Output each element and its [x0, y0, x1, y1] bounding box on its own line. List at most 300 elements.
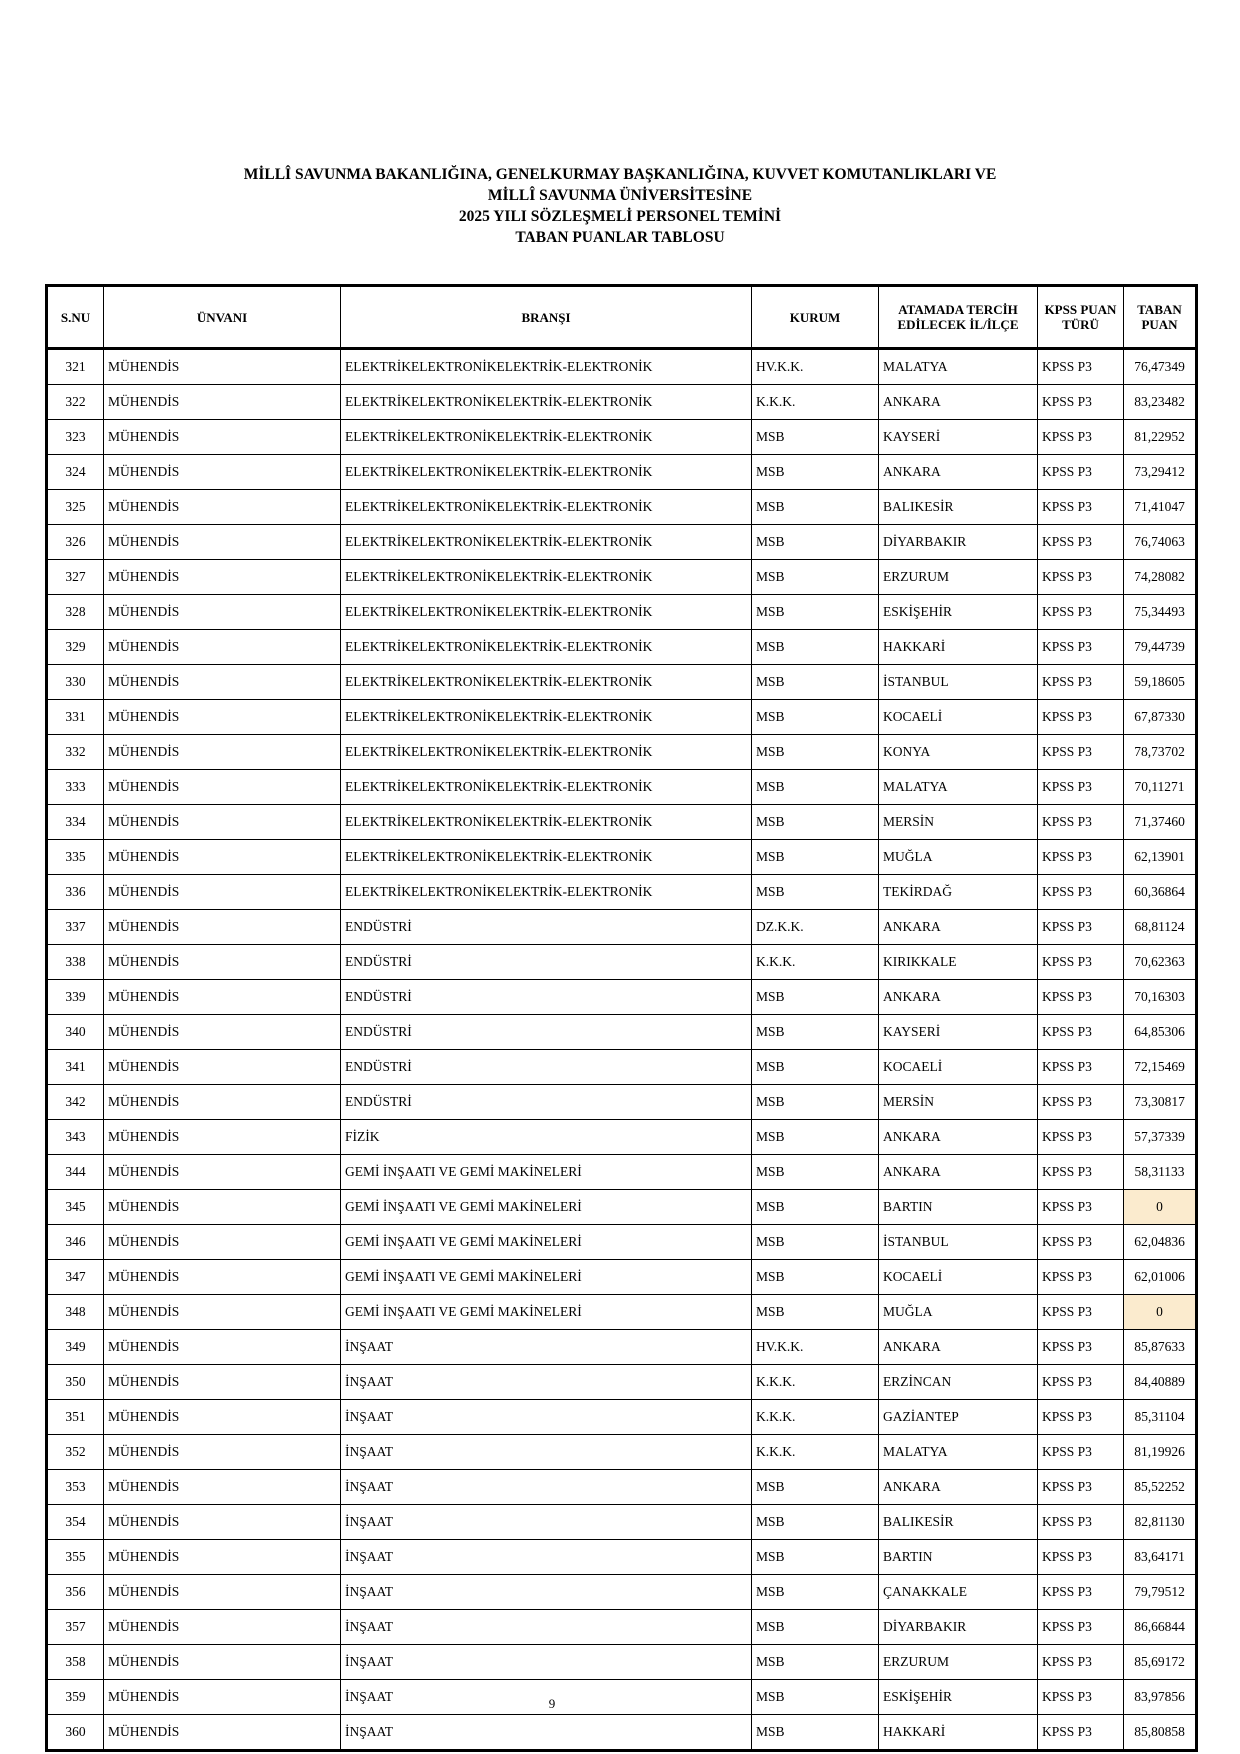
- table-row: [47, 1540, 1197, 1575]
- cell-bransi: İNŞAAT: [341, 1715, 752, 1751]
- cell-bransi: ELEKTRİKELEKTRONİKELEKTRİK-ELEKTRONİK: [341, 665, 752, 700]
- table-row: [47, 1190, 1197, 1225]
- cell-taban-puan: 60,36864: [1124, 875, 1197, 910]
- table-row: [47, 490, 1197, 525]
- cell-kurum: MSB: [752, 560, 879, 595]
- cell-kpss-turu: KPSS P3: [1038, 1225, 1124, 1260]
- cell-taban-puan: 62,04836: [1124, 1225, 1197, 1260]
- cell-taban-puan: 82,81130: [1124, 1505, 1197, 1540]
- cell-taban-puan: 81,22952: [1124, 420, 1197, 455]
- cell-unvani: MÜHENDİS: [104, 1505, 341, 1540]
- cell-il-ilce: KIRIKKALE: [879, 945, 1038, 980]
- cell-snu: 359: [47, 1680, 104, 1715]
- cell-unvani: MÜHENDİS: [104, 770, 341, 805]
- cell-unvani: MÜHENDİS: [104, 805, 341, 840]
- cell-kpss-turu: KPSS P3: [1038, 1155, 1124, 1190]
- cell-il-ilce: MALATYA: [879, 349, 1038, 385]
- cell-unvani: MÜHENDİS: [104, 1575, 341, 1610]
- cell-bransi: ELEKTRİKELEKTRONİKELEKTRİK-ELEKTRONİK: [341, 420, 752, 455]
- cell-snu: 351: [47, 1400, 104, 1435]
- cell-il-ilce: BARTIN: [879, 1190, 1038, 1225]
- cell-il-ilce: KAYSERİ: [879, 420, 1038, 455]
- cell-snu: 336: [47, 875, 104, 910]
- cell-taban-puan: 76,74063: [1124, 525, 1197, 560]
- cell-taban-puan: 0: [1124, 1295, 1197, 1330]
- cell-unvani: MÜHENDİS: [104, 1435, 341, 1470]
- cell-kurum: MSB: [752, 1540, 879, 1575]
- cell-kurum: MSB: [752, 1190, 879, 1225]
- cell-snu: 324: [47, 455, 104, 490]
- title-line-1: MİLLÎ SAVUNMA BAKANLIĞINA, GENELKURMAY BAŞKANLIĞINA, KUVVET KOMUTANLIKLARI VE: [243, 166, 997, 183]
- cell-bransi: GEMİ İNŞAATI VE GEMİ MAKİNELERİ: [341, 1295, 752, 1330]
- cell-snu: 342: [47, 1085, 104, 1120]
- cell-bransi: İNŞAAT: [341, 1540, 752, 1575]
- cell-taban-puan: 67,87330: [1124, 700, 1197, 735]
- cell-il-ilce: BALIKESİR: [879, 490, 1038, 525]
- cell-snu: 331: [47, 700, 104, 735]
- table-row: [47, 980, 1197, 1015]
- cell-kpss-turu: KPSS P3: [1038, 1365, 1124, 1400]
- cell-snu: 341: [47, 1050, 104, 1085]
- table-row: [47, 1225, 1197, 1260]
- cell-kpss-turu: KPSS P3: [1038, 490, 1124, 525]
- cell-unvani: MÜHENDİS: [104, 595, 341, 630]
- col-header-taban-puan: TABAN PUAN: [1124, 286, 1197, 349]
- cell-snu: 346: [47, 1225, 104, 1260]
- cell-il-ilce: ANKARA: [879, 980, 1038, 1015]
- cell-kpss-turu: KPSS P3: [1038, 1575, 1124, 1610]
- cell-kurum: HV.K.K.: [752, 1330, 879, 1365]
- cell-snu: 323: [47, 420, 104, 455]
- cell-unvani: MÜHENDİS: [104, 490, 341, 525]
- table-row: [47, 770, 1197, 805]
- cell-taban-puan: 57,37339: [1124, 1120, 1197, 1155]
- cell-kpss-turu: KPSS P3: [1038, 1120, 1124, 1155]
- col-header-il-ilce: ATAMADA TERCİH EDİLECEK İL/İLÇE: [879, 286, 1038, 349]
- cell-bransi: ELEKTRİKELEKTRONİKELEKTRİK-ELEKTRONİK: [341, 700, 752, 735]
- cell-bransi: İNŞAAT: [341, 1610, 752, 1645]
- cell-kpss-turu: KPSS P3: [1038, 770, 1124, 805]
- cell-snu: 348: [47, 1295, 104, 1330]
- cell-kurum: MSB: [752, 875, 879, 910]
- cell-unvani: MÜHENDİS: [104, 420, 341, 455]
- cell-unvani: MÜHENDİS: [104, 1260, 341, 1295]
- cell-snu: 343: [47, 1120, 104, 1155]
- cell-unvani: MÜHENDİS: [104, 1155, 341, 1190]
- cell-unvani: MÜHENDİS: [104, 1610, 341, 1645]
- cell-unvani: MÜHENDİS: [104, 980, 341, 1015]
- cell-kurum: MSB: [752, 1225, 879, 1260]
- cell-bransi: ELEKTRİKELEKTRONİKELEKTRİK-ELEKTRONİK: [341, 840, 752, 875]
- cell-taban-puan: 76,47349: [1124, 349, 1197, 385]
- cell-kurum: MSB: [752, 1015, 879, 1050]
- cell-snu: 358: [47, 1645, 104, 1680]
- cell-taban-puan: 83,97856: [1124, 1680, 1197, 1715]
- cell-il-ilce: MUĞLA: [879, 1295, 1038, 1330]
- table-row: [47, 910, 1197, 945]
- table-row: [47, 455, 1197, 490]
- cell-kpss-turu: KPSS P3: [1038, 525, 1124, 560]
- cell-il-ilce: ÇANAKKALE: [879, 1575, 1038, 1610]
- cell-kpss-turu: KPSS P3: [1038, 1435, 1124, 1470]
- table-row: [47, 1470, 1197, 1505]
- cell-unvani: MÜHENDİS: [104, 1715, 341, 1751]
- cell-snu: 335: [47, 840, 104, 875]
- cell-snu: 337: [47, 910, 104, 945]
- cell-il-ilce: KONYA: [879, 735, 1038, 770]
- cell-taban-puan: 79,44739: [1124, 630, 1197, 665]
- page-number: 9: [548, 1696, 556, 1711]
- cell-snu: 325: [47, 490, 104, 525]
- cell-snu: 326: [47, 525, 104, 560]
- cell-taban-puan: 85,87633: [1124, 1330, 1197, 1365]
- col-header-kurum: KURUM: [752, 286, 879, 349]
- cell-unvani: MÜHENDİS: [104, 840, 341, 875]
- cell-bransi: ELEKTRİKELEKTRONİKELEKTRİK-ELEKTRONİK: [341, 595, 752, 630]
- cell-kpss-turu: KPSS P3: [1038, 1540, 1124, 1575]
- cell-taban-puan: 86,66844: [1124, 1610, 1197, 1645]
- cell-unvani: MÜHENDİS: [104, 1540, 341, 1575]
- cell-snu: 357: [47, 1610, 104, 1645]
- cell-unvani: MÜHENDİS: [104, 1085, 341, 1120]
- cell-kurum: MSB: [752, 525, 879, 560]
- cell-kurum: MSB: [752, 840, 879, 875]
- cell-unvani: MÜHENDİS: [104, 665, 341, 700]
- document-title: [0, 0, 1240, 248]
- cell-kpss-turu: KPSS P3: [1038, 875, 1124, 910]
- cell-bransi: İNŞAAT: [341, 1330, 752, 1365]
- cell-bransi: FİZİK: [341, 1120, 752, 1155]
- table-row: [47, 1435, 1197, 1470]
- cell-bransi: ENDÜSTRİ: [341, 1015, 752, 1050]
- cell-taban-puan: 70,62363: [1124, 945, 1197, 980]
- table-row: [47, 665, 1197, 700]
- cell-unvani: MÜHENDİS: [104, 1330, 341, 1365]
- cell-kurum: K.K.K.: [752, 1365, 879, 1400]
- cell-bransi: İNŞAAT: [341, 1400, 752, 1435]
- cell-snu: 345: [47, 1190, 104, 1225]
- cell-kurum: MSB: [752, 1120, 879, 1155]
- cell-il-ilce: BALIKESİR: [879, 1505, 1038, 1540]
- cell-unvani: MÜHENDİS: [104, 1050, 341, 1085]
- cell-taban-puan: 73,30817: [1124, 1085, 1197, 1120]
- table-row: [47, 805, 1197, 840]
- table-row: [47, 1015, 1197, 1050]
- table-row: [47, 700, 1197, 735]
- cell-snu: 356: [47, 1575, 104, 1610]
- cell-il-ilce: ERZURUM: [879, 560, 1038, 595]
- cell-unvani: MÜHENDİS: [104, 1470, 341, 1505]
- cell-il-ilce: MALATYA: [879, 770, 1038, 805]
- cell-bransi: ELEKTRİKELEKTRONİKELEKTRİK-ELEKTRONİK: [341, 735, 752, 770]
- cell-bransi: ENDÜSTRİ: [341, 945, 752, 980]
- cell-il-ilce: ANKARA: [879, 1470, 1038, 1505]
- cell-kpss-turu: KPSS P3: [1038, 1295, 1124, 1330]
- cell-kurum: MSB: [752, 490, 879, 525]
- cell-snu: 347: [47, 1260, 104, 1295]
- cell-bransi: ELEKTRİKELEKTRONİKELEKTRİK-ELEKTRONİK: [341, 805, 752, 840]
- cell-il-ilce: KOCAELİ: [879, 700, 1038, 735]
- table-row: [47, 1610, 1197, 1645]
- table-row: [47, 1645, 1197, 1680]
- cell-taban-puan: 81,19926: [1124, 1435, 1197, 1470]
- col-header-unvani: ÜNVANI: [104, 286, 341, 349]
- taban-puanlar-table: [45, 284, 1198, 1752]
- cell-snu: 322: [47, 385, 104, 420]
- cell-taban-puan: 72,15469: [1124, 1050, 1197, 1085]
- table-row: [47, 1085, 1197, 1120]
- table-row: [47, 1050, 1197, 1085]
- cell-kurum: MSB: [752, 1610, 879, 1645]
- cell-kurum: MSB: [752, 455, 879, 490]
- table-row: [47, 385, 1197, 420]
- cell-kpss-turu: KPSS P3: [1038, 1260, 1124, 1295]
- cell-taban-puan: 62,01006: [1124, 1260, 1197, 1295]
- cell-bransi: ENDÜSTRİ: [341, 1085, 752, 1120]
- cell-taban-puan: 85,31104: [1124, 1400, 1197, 1435]
- cell-kpss-turu: KPSS P3: [1038, 1190, 1124, 1225]
- cell-kpss-turu: KPSS P3: [1038, 1470, 1124, 1505]
- cell-il-ilce: ANKARA: [879, 385, 1038, 420]
- table-row: [47, 875, 1197, 910]
- cell-bransi: ELEKTRİKELEKTRONİKELEKTRİK-ELEKTRONİK: [341, 385, 752, 420]
- cell-snu: 327: [47, 560, 104, 595]
- cell-kpss-turu: KPSS P3: [1038, 1400, 1124, 1435]
- cell-taban-puan: 70,11271: [1124, 770, 1197, 805]
- cell-kpss-turu: KPSS P3: [1038, 1330, 1124, 1365]
- cell-unvani: MÜHENDİS: [104, 525, 341, 560]
- cell-unvani: MÜHENDİS: [104, 455, 341, 490]
- cell-unvani: MÜHENDİS: [104, 349, 341, 385]
- col-header-kpss-puan-turu: KPSS PUAN TÜRÜ: [1038, 286, 1124, 349]
- cell-bransi: ELEKTRİKELEKTRONİKELEKTRİK-ELEKTRONİK: [341, 875, 752, 910]
- cell-taban-puan: 78,73702: [1124, 735, 1197, 770]
- table-row: [47, 840, 1197, 875]
- cell-bransi: İNŞAAT: [341, 1505, 752, 1540]
- table-row: [47, 1505, 1197, 1540]
- cell-snu: 354: [47, 1505, 104, 1540]
- cell-snu: 338: [47, 945, 104, 980]
- cell-il-ilce: ANKARA: [879, 1155, 1038, 1190]
- cell-kurum: MSB: [752, 1260, 879, 1295]
- cell-taban-puan: 75,34493: [1124, 595, 1197, 630]
- cell-kpss-turu: KPSS P3: [1038, 1505, 1124, 1540]
- cell-kpss-turu: KPSS P3: [1038, 805, 1124, 840]
- cell-kurum: MSB: [752, 1295, 879, 1330]
- table-row: [47, 735, 1197, 770]
- cell-kpss-turu: KPSS P3: [1038, 420, 1124, 455]
- cell-unvani: MÜHENDİS: [104, 875, 341, 910]
- cell-unvani: MÜHENDİS: [104, 385, 341, 420]
- cell-kurum: MSB: [752, 1715, 879, 1751]
- table-row: [47, 560, 1197, 595]
- table-row: [47, 525, 1197, 560]
- cell-kurum: DZ.K.K.: [752, 910, 879, 945]
- cell-bransi: ENDÜSTRİ: [341, 980, 752, 1015]
- table-row: [47, 1330, 1197, 1365]
- cell-kpss-turu: KPSS P3: [1038, 1085, 1124, 1120]
- cell-kpss-turu: KPSS P3: [1038, 735, 1124, 770]
- cell-taban-puan: 85,69172: [1124, 1645, 1197, 1680]
- cell-kpss-turu: KPSS P3: [1038, 1680, 1124, 1715]
- cell-kurum: HV.K.K.: [752, 349, 879, 385]
- cell-kurum: MSB: [752, 1575, 879, 1610]
- table-row: [47, 420, 1197, 455]
- cell-snu: 349: [47, 1330, 104, 1365]
- title-line-2: MİLLÎ SAVUNMA ÜNİVERSİTESİNE: [487, 187, 753, 204]
- cell-il-ilce: KOCAELİ: [879, 1050, 1038, 1085]
- cell-unvani: MÜHENDİS: [104, 1295, 341, 1330]
- cell-bransi: GEMİ İNŞAATI VE GEMİ MAKİNELERİ: [341, 1190, 752, 1225]
- cell-bransi: ELEKTRİKELEKTRONİKELEKTRİK-ELEKTRONİK: [341, 770, 752, 805]
- cell-bransi: ENDÜSTRİ: [341, 1050, 752, 1085]
- col-header-snu: S.NU: [47, 286, 104, 349]
- cell-taban-puan: 71,41047: [1124, 490, 1197, 525]
- cell-il-ilce: ERZURUM: [879, 1645, 1038, 1680]
- cell-snu: 332: [47, 735, 104, 770]
- cell-il-ilce: HAKKARİ: [879, 630, 1038, 665]
- col-header-bransi: BRANŞI: [341, 286, 752, 349]
- cell-kurum: MSB: [752, 1505, 879, 1540]
- cell-taban-puan: 64,85306: [1124, 1015, 1197, 1050]
- cell-snu: 328: [47, 595, 104, 630]
- cell-taban-puan: 83,23482: [1124, 385, 1197, 420]
- cell-bransi: ELEKTRİKELEKTRONİKELEKTRİK-ELEKTRONİK: [341, 490, 752, 525]
- cell-kurum: MSB: [752, 1680, 879, 1715]
- cell-taban-puan: 58,31133: [1124, 1155, 1197, 1190]
- cell-kpss-turu: KPSS P3: [1038, 1645, 1124, 1680]
- cell-snu: 339: [47, 980, 104, 1015]
- cell-il-ilce: GAZİANTEP: [879, 1400, 1038, 1435]
- table-row: [47, 1155, 1197, 1190]
- cell-il-ilce: MERSİN: [879, 1085, 1038, 1120]
- cell-kpss-turu: KPSS P3: [1038, 1715, 1124, 1751]
- cell-kurum: MSB: [752, 770, 879, 805]
- cell-unvani: MÜHENDİS: [104, 1365, 341, 1400]
- cell-bransi: ELEKTRİKELEKTRONİKELEKTRİK-ELEKTRONİK: [341, 560, 752, 595]
- cell-il-ilce: ANKARA: [879, 910, 1038, 945]
- cell-unvani: MÜHENDİS: [104, 735, 341, 770]
- table-row: [47, 630, 1197, 665]
- cell-unvani: MÜHENDİS: [104, 910, 341, 945]
- table-row: [47, 1260, 1197, 1295]
- cell-il-ilce: ERZİNCAN: [879, 1365, 1038, 1400]
- table-row: [47, 1715, 1197, 1751]
- cell-bransi: GEMİ İNŞAATI VE GEMİ MAKİNELERİ: [341, 1155, 752, 1190]
- cell-kpss-turu: KPSS P3: [1038, 630, 1124, 665]
- cell-taban-puan: 68,81124: [1124, 910, 1197, 945]
- cell-kpss-turu: KPSS P3: [1038, 595, 1124, 630]
- cell-bransi: İNŞAAT: [341, 1680, 752, 1715]
- cell-kpss-turu: KPSS P3: [1038, 385, 1124, 420]
- cell-kpss-turu: KPSS P3: [1038, 560, 1124, 595]
- cell-il-ilce: MUĞLA: [879, 840, 1038, 875]
- cell-bransi: ELEKTRİKELEKTRONİKELEKTRİK-ELEKTRONİK: [341, 349, 752, 385]
- cell-kpss-turu: KPSS P3: [1038, 1610, 1124, 1645]
- cell-bransi: ELEKTRİKELEKTRONİKELEKTRİK-ELEKTRONİK: [341, 525, 752, 560]
- cell-il-ilce: BARTIN: [879, 1540, 1038, 1575]
- cell-taban-puan: 59,18605: [1124, 665, 1197, 700]
- cell-kurum: MSB: [752, 420, 879, 455]
- cell-kurum: MSB: [752, 1645, 879, 1680]
- cell-bransi: İNŞAAT: [341, 1435, 752, 1470]
- cell-snu: 344: [47, 1155, 104, 1190]
- cell-taban-puan: 0: [1124, 1190, 1197, 1225]
- cell-taban-puan: 70,16303: [1124, 980, 1197, 1015]
- cell-kpss-turu: KPSS P3: [1038, 455, 1124, 490]
- cell-snu: 333: [47, 770, 104, 805]
- table-row: [47, 1120, 1197, 1155]
- cell-kpss-turu: KPSS P3: [1038, 1015, 1124, 1050]
- cell-snu: 329: [47, 630, 104, 665]
- cell-il-ilce: ANKARA: [879, 1330, 1038, 1365]
- cell-taban-puan: 83,64171: [1124, 1540, 1197, 1575]
- cell-bransi: GEMİ İNŞAATI VE GEMİ MAKİNELERİ: [341, 1225, 752, 1260]
- cell-unvani: MÜHENDİS: [104, 1120, 341, 1155]
- cell-il-ilce: DİYARBAKIR: [879, 525, 1038, 560]
- table-row: [47, 1400, 1197, 1435]
- cell-taban-puan: 85,80858: [1124, 1715, 1197, 1751]
- cell-unvani: MÜHENDİS: [104, 1400, 341, 1435]
- cell-kurum: MSB: [752, 700, 879, 735]
- cell-il-ilce: İSTANBUL: [879, 665, 1038, 700]
- table-row: [47, 945, 1197, 980]
- cell-il-ilce: KAYSERİ: [879, 1015, 1038, 1050]
- cell-unvani: MÜHENDİS: [104, 1680, 341, 1715]
- title-line-4: TABAN PUANLAR TABLOSU: [515, 229, 725, 246]
- cell-kpss-turu: KPSS P3: [1038, 945, 1124, 980]
- cell-il-ilce: ESKİŞEHİR: [879, 595, 1038, 630]
- cell-kpss-turu: KPSS P3: [1038, 980, 1124, 1015]
- cell-kurum: MSB: [752, 665, 879, 700]
- table-row: [47, 1365, 1197, 1400]
- cell-snu: 355: [47, 1540, 104, 1575]
- cell-kurum: MSB: [752, 1085, 879, 1120]
- cell-taban-puan: 84,40889: [1124, 1365, 1197, 1400]
- cell-il-ilce: TEKİRDAĞ: [879, 875, 1038, 910]
- cell-taban-puan: 62,13901: [1124, 840, 1197, 875]
- cell-snu: 350: [47, 1365, 104, 1400]
- cell-il-ilce: MALATYA: [879, 1435, 1038, 1470]
- cell-kurum: MSB: [752, 805, 879, 840]
- cell-unvani: MÜHENDİS: [104, 1015, 341, 1050]
- cell-kurum: MSB: [752, 1050, 879, 1085]
- cell-taban-puan: 79,79512: [1124, 1575, 1197, 1610]
- cell-kpss-turu: KPSS P3: [1038, 1050, 1124, 1085]
- cell-kurum: K.K.K.: [752, 945, 879, 980]
- cell-taban-puan: 71,37460: [1124, 805, 1197, 840]
- cell-snu: 340: [47, 1015, 104, 1050]
- cell-snu: 334: [47, 805, 104, 840]
- cell-unvani: MÜHENDİS: [104, 560, 341, 595]
- cell-kpss-turu: KPSS P3: [1038, 840, 1124, 875]
- cell-bransi: ELEKTRİKELEKTRONİKELEKTRİK-ELEKTRONİK: [341, 455, 752, 490]
- cell-bransi: GEMİ İNŞAATI VE GEMİ MAKİNELERİ: [341, 1260, 752, 1295]
- cell-taban-puan: 73,29412: [1124, 455, 1197, 490]
- cell-kurum: K.K.K.: [752, 1435, 879, 1470]
- cell-kurum: K.K.K.: [752, 1400, 879, 1435]
- table-container: [45, 284, 1195, 1752]
- cell-kurum: MSB: [752, 735, 879, 770]
- table-row: [47, 1575, 1197, 1610]
- cell-kpss-turu: KPSS P3: [1038, 349, 1124, 385]
- cell-snu: 360: [47, 1715, 104, 1751]
- cell-il-ilce: MERSİN: [879, 805, 1038, 840]
- cell-il-ilce: HAKKARİ: [879, 1715, 1038, 1751]
- cell-unvani: MÜHENDİS: [104, 1225, 341, 1260]
- title-line-3: 2025 YILI SÖZLEŞMELİ PERSONEL TEMİNİ: [458, 208, 782, 225]
- cell-il-ilce: KOCAELİ: [879, 1260, 1038, 1295]
